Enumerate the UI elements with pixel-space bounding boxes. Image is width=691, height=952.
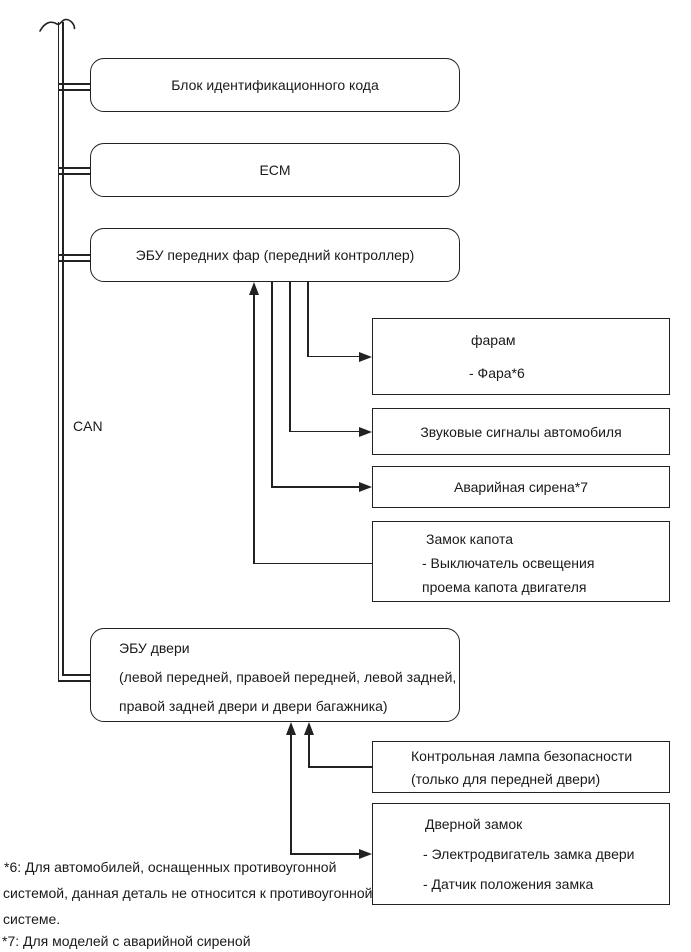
connector-door-lock-horizontal: [290, 853, 361, 855]
box-vehicle-horns-label: Звуковые сигналы автомобиля: [420, 423, 622, 440]
connector-headlights-horizontal: [307, 356, 361, 358]
box-headlights: [372, 318, 670, 395]
box-security-indicator-lamp-title: Контрольная лампа безопасности: [411, 748, 633, 764]
box-hood-lock: [372, 521, 670, 602]
bus-tap-line: [58, 89, 91, 91]
connector-siren-vertical: [271, 282, 273, 487]
box-front-light-ecu: [90, 228, 460, 282]
connector-door-lock-vertical: [290, 733, 292, 855]
box-door-lock-line3: - Датчик положения замка: [423, 876, 594, 892]
box-door-ecu-title: ЭБУ двери: [119, 640, 190, 656]
box-security-indicator-lamp-line2: (только для передней двери): [411, 771, 601, 787]
arrowhead-into-headlights: [359, 352, 372, 362]
box-door-lock: [372, 803, 670, 905]
box-headlights-line2: - Фара*6: [469, 365, 525, 381]
bus-tap-line: [58, 680, 91, 682]
bus-tap-line: [58, 173, 91, 175]
box-security-siren-label: Аварийная сирена*7: [454, 479, 588, 495]
bus-tap-line: [58, 83, 91, 85]
box-id-code-unit-label: Блок идентификационного кода: [171, 77, 379, 93]
box-vehicle-horns: [372, 408, 670, 455]
bus-tap-line: [62, 674, 90, 676]
box-headlights-title: фарам: [471, 332, 516, 348]
box-door-lock-line2: - Электродвигатель замка двери: [423, 846, 635, 862]
box-door-ecu-line2: (левой передней, правоей передней, левой задней,: [119, 669, 457, 685]
connector-horns-vertical: [289, 282, 291, 432]
box-ecm-label: ECM: [259, 162, 291, 178]
box-hood-lock-line2: - Выключатель освещения: [422, 555, 595, 571]
box-door-ecu: [90, 628, 460, 722]
connector-horns-horizontal: [289, 431, 361, 433]
footnote-6-line2: системой, данная деталь не относится к противоугонной: [3, 885, 373, 901]
box-front-light-ecu-label: ЭБУ передних фар (передний контроллер): [135, 247, 415, 263]
connector-siren-horizontal: [271, 486, 361, 488]
connector-lamp-horizontal: [308, 766, 372, 768]
connector-hood-lock-vertical: [253, 293, 255, 564]
footnote-6-line1: *6: Для автомобилей, оснащенных противоугонной: [4, 859, 337, 875]
can-bus-line-left: [58, 22, 60, 681]
footnote-7: *7: Для моделей с аварийной сиреной: [2, 933, 251, 949]
can-label: CAN: [73, 418, 103, 434]
box-security-indicator-lamp: [372, 741, 670, 793]
bus-tap-line: [58, 167, 91, 169]
arrowhead-into-horns: [359, 427, 372, 437]
box-id-code-unit: [90, 58, 460, 112]
box-ecm: [90, 143, 460, 197]
bus-tap-line: [58, 260, 91, 262]
box-door-lock-title: Дверной замок: [425, 816, 523, 832]
connector-headlights-vertical: [307, 282, 309, 357]
arrowhead-into-siren: [359, 482, 372, 492]
can-bus-line-right: [62, 22, 64, 675]
box-door-ecu-line3: правой задней двери и двери багажника): [119, 698, 388, 714]
arrowhead-into-door-lock: [359, 849, 372, 859]
box-hood-lock-title: Замок капота: [426, 531, 513, 547]
bus-break-curl-icon: [36, 10, 82, 36]
bus-tap-line: [58, 254, 91, 256]
box-hood-lock-line3: проема капота двигателя: [422, 579, 587, 595]
box-security-siren: [372, 466, 670, 508]
footnote-6-line3: системе.: [3, 911, 61, 927]
connector-lamp-vertical: [308, 733, 310, 767]
connector-hood-lock-horizontal: [253, 563, 372, 565]
